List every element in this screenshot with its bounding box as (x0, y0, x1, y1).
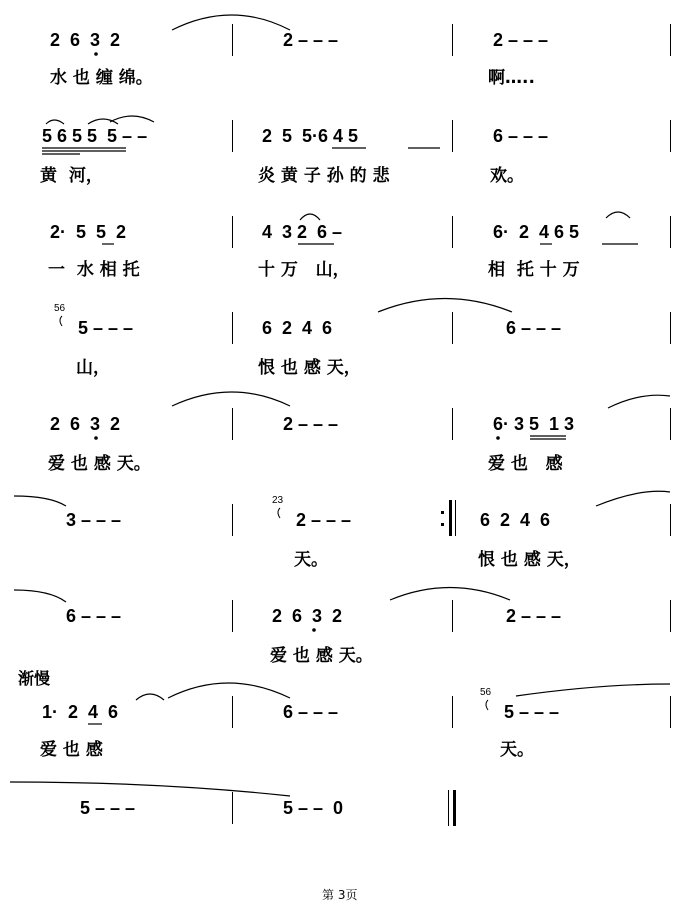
row4-m2-notes: 6 2 4 6 (262, 318, 333, 338)
tempo-marking: 渐慢 (18, 669, 51, 688)
row6-m3-notes: 6 2 4 6 (480, 510, 551, 530)
octave-dot (94, 52, 98, 56)
barline (232, 600, 233, 632)
row5-lyric-1: 爱 也 感 天。 (48, 454, 151, 474)
slur (300, 214, 320, 220)
row8-m2-notes: 6 – – – (283, 702, 339, 722)
row2-m1-notes: 5 6 5 5 5 – – (42, 126, 148, 146)
barline (670, 24, 671, 56)
repeat-sign (441, 506, 445, 532)
slur (596, 491, 670, 506)
row8-grace-note: 56 (480, 687, 492, 698)
row4-m3-notes: 6 – – – (506, 318, 562, 338)
barline (670, 312, 671, 344)
slur (136, 694, 164, 700)
row3-m2-notes: 4 3 2 6 – (262, 222, 343, 242)
barline (670, 408, 671, 440)
slur (14, 590, 66, 602)
row5-m1-notes: 2 6 3 2 (50, 414, 121, 434)
row7-lyric-2: 爱 也 感 天。 (270, 646, 373, 666)
row5-m3-notes: 6· 3 5 1 3 (493, 414, 575, 434)
row1-m3-notes: 2 – – – (493, 30, 549, 50)
row2-lyric-2: 炎 黄 子 孙 的 悲 (258, 166, 390, 186)
row8-lyric-3: 天。 (500, 740, 534, 760)
barline (232, 408, 233, 440)
row3-lyric-2: 十 万 山， (258, 260, 350, 280)
barline (670, 504, 671, 536)
barline (232, 24, 233, 56)
barline (452, 120, 453, 152)
row2-m2-notes: 2 5 5·6 4 5 (262, 126, 359, 146)
repeat-barline-thick (449, 500, 452, 536)
page-number: 第 3页 (322, 888, 358, 902)
slur (516, 684, 670, 696)
row1-m2-notes: 2 – – – (283, 30, 339, 50)
row8-m3-notes: 5 – – – (504, 702, 560, 722)
row4-grace-note: 56 (54, 303, 66, 314)
row3-m1-notes: 2· 5 5 2 (50, 222, 127, 242)
row8-lyric-1: 爱 也 感 (40, 740, 103, 760)
grace-hook (278, 508, 280, 518)
slur (172, 15, 290, 30)
row7-m1-notes: 6 – – – (66, 606, 122, 626)
slur (110, 116, 154, 122)
barline (232, 696, 233, 728)
slur (46, 120, 64, 124)
row4-lyric-2: 恨 也 感 天， (258, 358, 361, 378)
row6-lyric-3: 恨 也 感 天， (478, 550, 581, 570)
grace-hook (486, 700, 488, 710)
row5-lyric-3: 爱 也 感 (488, 454, 563, 474)
row4-m1-notes: 5 – – – (78, 318, 134, 338)
row1-lyric-1: 水 也 缠 绵。 (50, 68, 153, 88)
octave-dot (94, 436, 98, 440)
final-barline-thin (448, 790, 449, 826)
barline (452, 600, 453, 632)
row6-m1-notes: 3 – – – (66, 510, 122, 530)
slur (168, 683, 290, 698)
barline (670, 120, 671, 152)
row4-lyric-1: 山， (76, 358, 110, 378)
barline (670, 600, 671, 632)
row3-lyric-1: 一 水 相 托 (48, 260, 140, 280)
slur (14, 496, 66, 506)
row9-m1-notes: 5 – – – (80, 798, 136, 818)
row7-m2-notes: 2 6 3 2 (272, 606, 343, 626)
barline (670, 216, 671, 248)
barline (452, 24, 453, 56)
row2-m3-notes: 6 – – – (493, 126, 549, 146)
octave-dot (496, 436, 500, 440)
row6-grace-note: 23 (272, 495, 284, 506)
slur (608, 395, 670, 408)
slur (378, 299, 512, 313)
slur (172, 392, 290, 406)
row2-lyric-1: 黄 河， (40, 166, 103, 186)
octave-dot (312, 628, 316, 632)
row6-m2-notes: 2 – – – (296, 510, 352, 530)
barline (452, 696, 453, 728)
barline (670, 696, 671, 728)
row3-m3-notes: 6· 2 4 6 5 (493, 222, 580, 242)
row1-m1-notes: 2 6 3 2 (50, 30, 121, 50)
barline (232, 504, 233, 536)
barline (452, 312, 453, 344)
row6-lyric-2: 天。 (294, 550, 328, 570)
row1-lyric-3: 啊….. (488, 68, 535, 88)
slur (606, 212, 630, 218)
slur (390, 588, 510, 601)
slur (88, 119, 118, 124)
grace-hook (60, 316, 62, 326)
row7-m3-notes: 2 – – – (506, 606, 562, 626)
row5-m2-notes: 2 – – – (283, 414, 339, 434)
barline (452, 216, 453, 248)
row2-lyric-3: 欢。 (490, 166, 524, 186)
barline (232, 120, 233, 152)
row3-lyric-3: 相 托 十 万 (488, 260, 580, 280)
slur (10, 782, 290, 796)
barline (232, 216, 233, 248)
row8-m1-notes: 1· 2 4 6 (42, 702, 119, 722)
barline (232, 792, 233, 824)
barline (452, 408, 453, 440)
row9-m2-notes: 5 – – 0 (283, 798, 344, 818)
repeat-barline-thin (455, 500, 456, 536)
final-barline-thick (453, 790, 456, 826)
barline (232, 312, 233, 344)
